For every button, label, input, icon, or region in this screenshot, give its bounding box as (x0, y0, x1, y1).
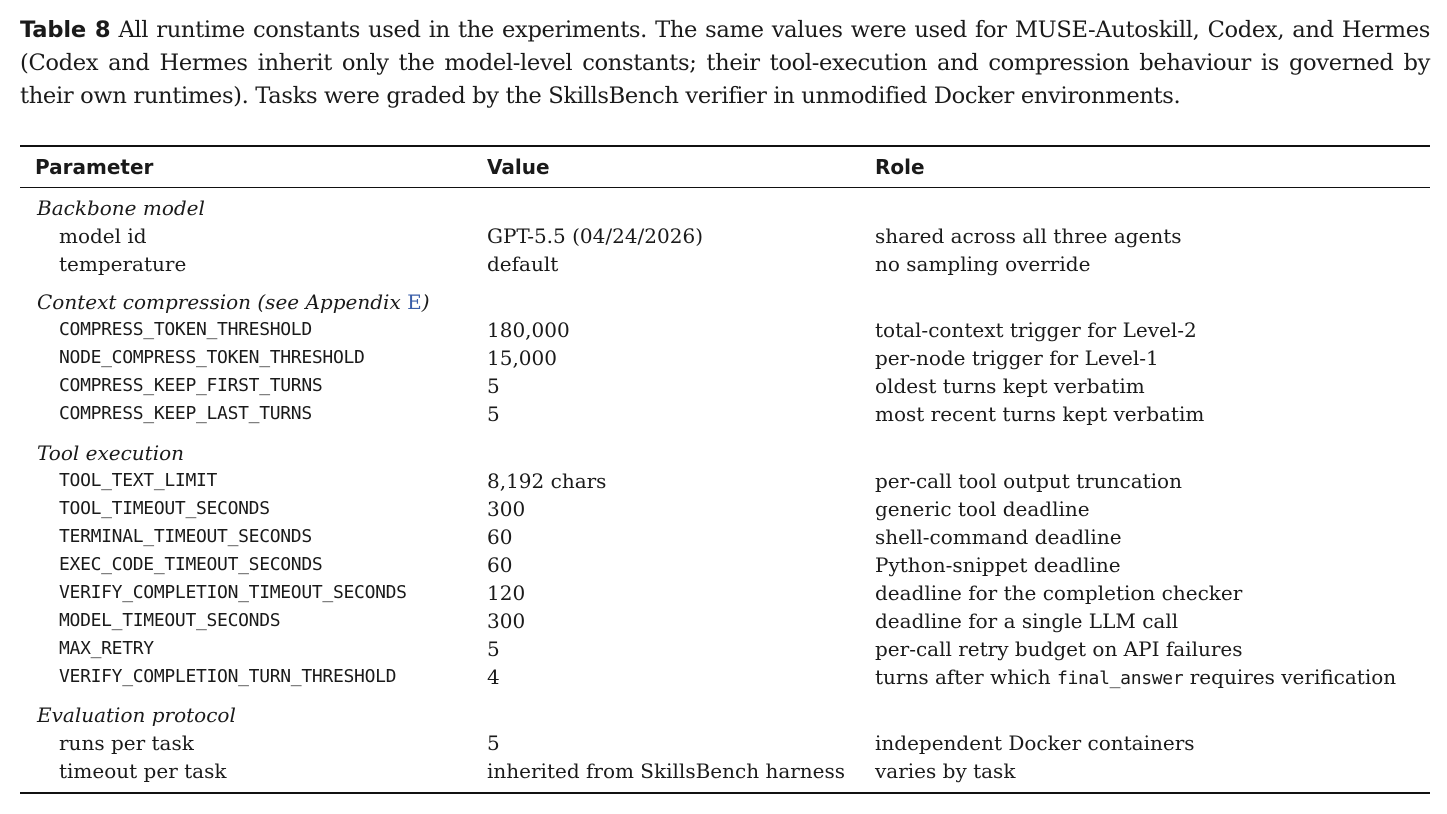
param-cell: COMPRESS_KEEP_FIRST_TURNS (59, 375, 323, 396)
table-row (0, 222, 1447, 250)
param-cell: MAX_RETRY (59, 638, 154, 659)
role-text-prefix: turns after which (875, 665, 1057, 689)
table-row (0, 400, 1447, 428)
header-parameter: Parameter (35, 155, 154, 179)
table-caption-label: Table 8 (20, 17, 111, 43)
table-header-rule (20, 187, 1430, 188)
role-cell: shell-command deadline (875, 525, 1122, 549)
table-row (0, 579, 1447, 607)
role-cell: shared across all three agents (875, 224, 1182, 248)
role-cell: total-context trigger for Level-2 (875, 318, 1197, 342)
param-cell: NODE_COMPRESS_TOKEN_THRESHOLD (59, 347, 365, 368)
section-title-backbone-model: Backbone model (37, 196, 205, 220)
role-cell: no sampling override (875, 252, 1091, 276)
section-title-evaluation-protocol: Evaluation protocol (37, 703, 236, 727)
value-cell: 8,192 chars (487, 469, 607, 493)
appendix-e-link[interactable]: E (407, 290, 422, 314)
table-top-rule (20, 145, 1430, 147)
table-caption (20, 14, 1430, 113)
header-role: Role (875, 155, 925, 179)
value-cell: 120 (487, 581, 526, 605)
role-cell: Python-snippet deadline (875, 553, 1121, 577)
value-cell: 60 (487, 525, 513, 549)
role-cell: per-call retry budget on API failures (875, 637, 1243, 661)
table-bottom-rule (20, 792, 1430, 794)
value-cell: 5 (487, 402, 500, 426)
role-cell: per-call tool output truncation (875, 469, 1182, 493)
role-cell: per-node trigger for Level-1 (875, 346, 1159, 370)
table-row (0, 372, 1447, 400)
value-cell: 60 (487, 553, 513, 577)
param-cell: VERIFY_COMPLETION_TURN_THRESHOLD (59, 666, 397, 687)
table-row (0, 757, 1447, 785)
value-cell: GPT-5.5 (04/24/2026) (487, 224, 703, 248)
param-cell: MODEL_TIMEOUT_SECONDS (59, 610, 281, 631)
section-title-tool-execution: Tool execution (37, 441, 185, 465)
value-cell: 5 (487, 731, 500, 755)
table-row (0, 344, 1447, 372)
param-cell: COMPRESS_KEEP_LAST_TURNS (59, 403, 312, 424)
table-row (0, 467, 1447, 495)
value-cell: 5 (487, 637, 500, 661)
param-cell: model id (59, 224, 147, 248)
table-row (0, 316, 1447, 344)
table-row (0, 250, 1447, 278)
table-row (0, 607, 1447, 635)
role-code-final-answer: final_answer (1056, 668, 1184, 689)
param-cell: timeout per task (59, 759, 227, 783)
role-cell: deadline for the completion checker (875, 581, 1243, 605)
value-cell: 4 (487, 665, 500, 689)
table-row (0, 523, 1447, 551)
section-title-context-compression (37, 288, 430, 316)
param-cell: VERIFY_COMPLETION_TIMEOUT_SECONDS (59, 582, 407, 603)
param-cell: TOOL_TEXT_LIMIT (59, 470, 218, 491)
role-cell: deadline for a single LLM call (875, 609, 1179, 633)
role-cell: generic tool deadline (875, 497, 1090, 521)
value-cell: 5 (487, 374, 500, 398)
role-cell (875, 663, 1396, 693)
table-row (0, 635, 1447, 663)
table-caption-text: All runtime constants used in the experiments. The same values were used for MUSE-Autoskill, Codex, and Hermes (Codex and Hermes inherit only the model-level constants; their tool-execution and compression behaviour is governed by their own runtimes). Tasks were graded by the SkillsBench verifier in unmodified Docker environments. (20, 17, 1430, 109)
value-cell: inherited from SkillsBench harness (487, 759, 846, 783)
role-text-suffix: requires verification (1183, 665, 1397, 689)
value-cell: 300 (487, 609, 526, 633)
role-cell: oldest turns kept verbatim (875, 374, 1145, 398)
value-cell: 300 (487, 497, 526, 521)
header-value: Value (487, 155, 550, 179)
value-cell: 15,000 (487, 346, 557, 370)
section-title-prefix: Context compression (see Appendix (37, 290, 408, 314)
value-cell: default (487, 252, 559, 276)
param-cell: COMPRESS_TOKEN_THRESHOLD (59, 319, 312, 340)
role-cell: most recent turns kept verbatim (875, 402, 1205, 426)
table-row (0, 551, 1447, 579)
table-row (0, 663, 1447, 691)
role-cell: independent Docker containers (875, 731, 1195, 755)
param-cell: TOOL_TIMEOUT_SECONDS (59, 498, 270, 519)
role-cell: varies by task (875, 759, 1016, 783)
section-title-suffix: ) (421, 290, 430, 314)
table-row (0, 495, 1447, 523)
value-cell: 180,000 (487, 318, 570, 342)
param-cell: EXEC_CODE_TIMEOUT_SECONDS (59, 554, 323, 575)
param-cell: temperature (59, 252, 187, 276)
table-row (0, 729, 1447, 757)
param-cell: TERMINAL_TIMEOUT_SECONDS (59, 526, 312, 547)
param-cell: runs per task (59, 731, 194, 755)
